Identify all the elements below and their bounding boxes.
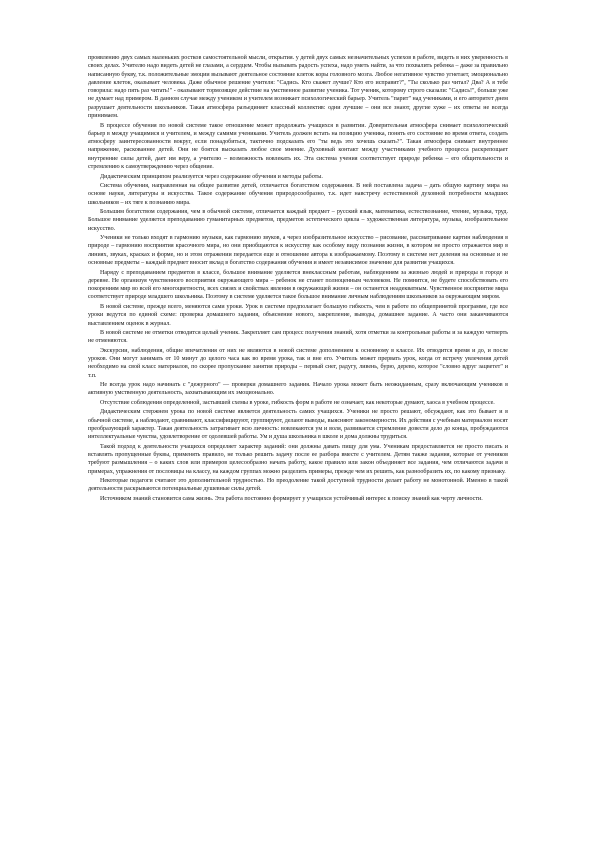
paragraph-5: Большим богатством содержания, чем в обычной системе, отличается каждый предмет – русский язык, математика, естествознание, чтение, музыка, труд. Большое внимание уделяется преподаванию гуманитарных предметов, предметов эстетического цикла – художественная литература, музыка, изобразительное искусство. <box>88 209 508 232</box>
paragraph-1: проявлению двух самых маленьких ростков самостоятельной мысли, открытия. у детей двух самых незначительных успехов в работе, видеть в них уверенность в своих делах. Учителю надо видеть детей не глазами, а сердцем. Чтобы вызывать радость успеха, надо уметь найти, за что похвалить ребенка – даже за правильно написанную букву, т.к. положительные эмоции вызывают деятельное состояние клеток коры головного мозга. Любое негативное чувство угнетает, эмоционально давление клеток, оказывает человека. Даже обычное решение учителя: "Садись. Кто скажет лучше? Кто его исправит?", "Ты сколько раз читал? Два? А я тебе говорила: надо пять раз читать!" - оказывают тормозящее действие на умственное развитие ученика. Тот ученик, которому строго сказали: "Садись!", больше уже не думает над примером. В данном случае между учеником и учителем возникает психологический барьер. Учитель "парит" над учениками, и его авторитет днем разрушает деятельности школьников. Такая атмосфера разъединяет классный коллектив: одни лучшие – они все знают, другие хуже – их ответы не всегда принимаем. <box>88 55 508 120</box>
paragraph-10: Экскурсии, наблюдения, общие впечатления от них не являются в новой системе дополнением к основному в классе. Их отводится время и до, и после уроков. Они могут занимать от 10 минут до целого часа как во время урока, так и вне его. Учитель может прервать урок, когда от встречу увлечения детей необходимо на свой класс материалов, по скорее пропускание занятия природы – первый снег, радугу, ливень, бурю, дерево, которое "словно вдруг зацветет" и т.п. <box>88 347 508 379</box>
paragraph-3: Дидактическим принципом реализуется через содержание обучения и методы работы. <box>100 173 323 180</box>
paragraph-15: Некоторые педагоги считают это дополнительной трудностью. Но преодоление такой доступной трудности делает работу не монотонной. Именно в такой деятельности раскрываются потенциальные душевные силы детей. <box>88 478 508 493</box>
paragraph-16: Источником знаний становится сама жизнь. Эта работа постоянно формирует у учащихся устойчивый интерес к поиску знаний как черту личности. <box>100 495 483 502</box>
paragraph-7: Наряду с преподаванием предметов в классе, большое внимание уделяется внеклассным работам, наблюдениям за жизнью людей и природы в городе и деревне. Не организуя чувственного восприятия окружающего мира – ребенок не станет полноценным человеком. Не помнится, не будете способствовать его покорениям мир во всей его многоцветности, всех связях и свойствах явления в окружающей жизни – он останется неадекватным. Чувственное восприятие мира соответствует природе младшего школьника. Поэтому в системе уделяется такое большое внимание личным наблюдениям школьников за окружающим миром. <box>88 269 508 301</box>
paragraph-13: Дидактическим стержнем урока по новой системе является деятельность самих учащихся. Ученики не просто решают, обсуждают, как это бывает и в обычной системе, а наблюдают, сравнивают, классифицируют, группируют, делают выводы, выясняют закономерности. Их действия с учебным материалом носят преобразующий характер. Такая деятельность затрагивает всю личность: вовлекаются ум и воля, развивается стремление довести дело до конца, пробуждаются интеллектуальные чувства, удовлетворение от одолевшей работы. Ум и душа школьника в школе и дома должны трудиться. <box>88 409 508 441</box>
paragraph-4: Система обучения, направленная на общее развитие детей, отличается богатством содержания. В ней поставлена задача – дать общую картину мира на основе науки, литературы и искусства. Такое содержание обучения природосообразно, т.к. идет навстречу естественной духовной потребности младших школьников – их тяге к познанию мира. <box>88 183 508 206</box>
paragraph-8: В новой системе, прежде всего, меняются сами уроки. Урок в системе предполагает большую гибкость, чем в работе по общепринятой программе, где все уроки ведутся по единой схеме: проверка домашнего задания, объяснение нового, закрепление, выводы, домашнее задание. А часто они заканчиваются выставлением оценок в журнал. <box>88 303 508 327</box>
paragraph-14: Такой подход к деятельности учащихся определяет характер заданий: они должны давать пищу для ума. Ученикам предоставляется не просто писать и вставлять пропущенные буквы, применять правило, не только решить задачу после ее разбора вместе с учителем. Детям также задания, которые от учеников требуют размышления – о каких слов или примеров целесообразно начать работу, какое правило или закон объединяет все задания, чем отличаются задачи в примерах, упражнения от пословицы на классу, на каждом группах можно разделить примеры, прежде чем их решить, как разнообразить их, по какому признаку. <box>88 443 508 475</box>
paragraph-11: Не всегда урок надо начинать с "дежурного" — проверки домашнего задания. Начало урока может быть неожиданным, сразу включающим учеников в активную умственную деятельность, захватывающим их эмоционально. <box>88 382 508 397</box>
paragraph-12: Отсутствие соблюдения определенной, застывшей схемы в уроке, гибкость форм в работе не означает, как некоторые думают, хаоса в учебном процессе. <box>100 399 495 406</box>
document-page <box>88 54 508 824</box>
paragraph-6: Ученики не только входят в гармонию музыки, как гармонию звуков, а через изобразительное искусство – рисование, рассматривание картин наблюдения в природе – гармонию восприятия красочного мира, но они приобщаются к искусству как особому виду познания жизни, в котором не просто отражается мир в линиях, звуках, красках и форме, но и этом отражении передается еще и отношение автора к изображаемому. Поэтому в системе нет деления на основные и не основные предметы – каждый предмет вносит вклад в богатство содержания обучения и имеет независимое значение для развития учащихся. <box>88 235 508 267</box>
paragraph-2: В процессе обучения по новой системе такое отношение может продолжать учащихся в развитии. Доверительная атмосфера снимает психологический барьер в между учащимися и учителем, и между самими учениками. Учитель должен встать на позицию ученика, понять его состояние во время ответа, создать атмосферу заинтересованности вокруг, если понадобиться, тактично подсказать его "ты ведь это хочешь сказать?". Такая атмосфера снимает внутреннее напряжение, раскованнее детей. Они не боятся высказать любое свое мнение. Духовный контакт между участниками учебного процесса раскрепощает внутренние силы детей, дает им веру, а учителю – возможность вовлекать их. Эта система учения соответствует природе ребенка – его общительности и стремлению к самоутверждению через общение. <box>88 122 508 171</box>
paragraph-9: В новой системе не отметки отводится целый ученик. Закрепляет сам процесс получения знаний, хотя отметки за контрольные работы и за каждую четверть не отменяются. <box>88 330 508 345</box>
